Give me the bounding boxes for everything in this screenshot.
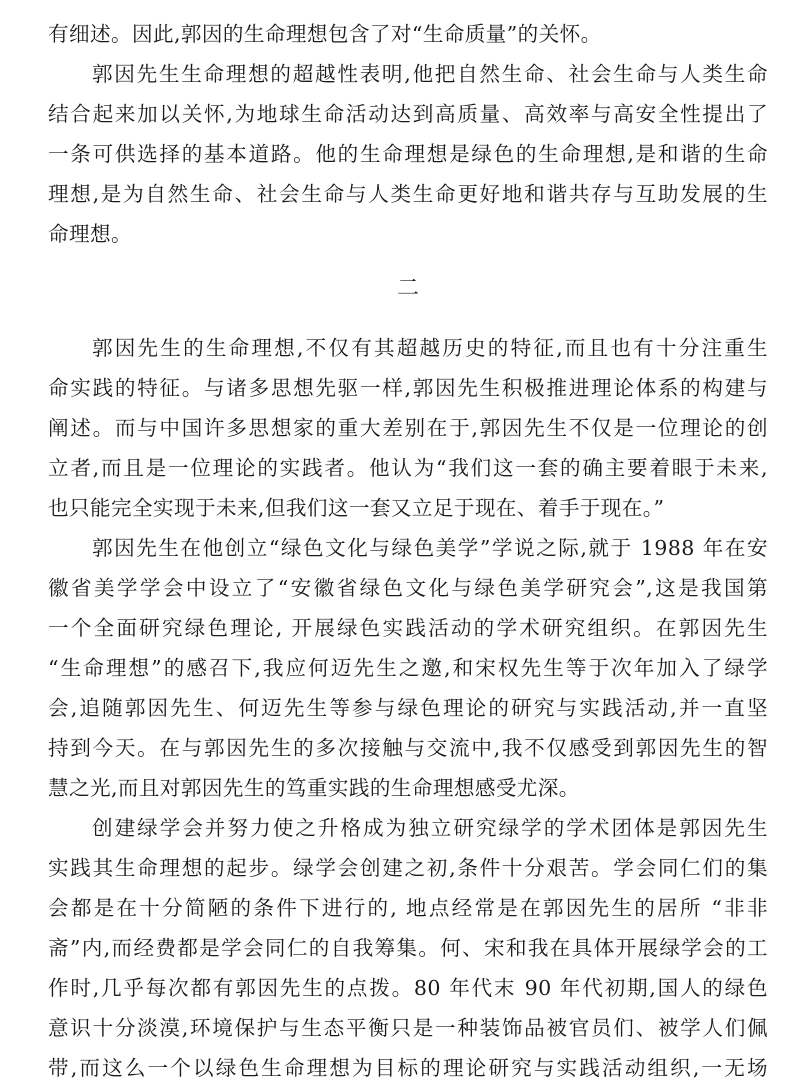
text-line: 一个全面研究绿色理论, 开展绿色实践活动的学术研究组织。在郭因先生 (48, 616, 768, 640)
text-line: 斋”内,而经费都是学会同仁的自我筹集。何、宋和我在具体开展绿学会的工 (48, 936, 768, 960)
text-line: 郭因先生的生命理想,不仅有其超越历史的特征,而且也有十分注重生 (92, 336, 768, 360)
paragraph-3 (48, 328, 768, 528)
text-line: 会都是在十分简陋的条件下进行的, 地点经常是在郭因先生的居所 “非非 (48, 896, 768, 920)
text-line: “生命理想”的感召下,我应何迈先生之邀,和宋权先生等于次年加入了绿学 (48, 656, 768, 680)
paragraph-2 (48, 54, 768, 254)
text-line: 立者,而且是一位理论的实践者。他认为“我们这一套的确主要着眼于未来, (48, 456, 768, 480)
text-line: 理想,是为自然生命、社会生命与人类生命更好地和谐共存与互助发展的生 (48, 182, 768, 206)
text-line: 结合起来加以关怀,为地球生命活动达到高质量、高效率与高安全性提出了 (48, 102, 768, 126)
text-line: 作时,几乎每次都有郭因先生的点拨。80 年代末 90 年代初期,国人的绿色 (48, 976, 768, 1000)
text-line: 徽省美学学会中设立了“安徽省绿色文化与绿色美学研究会”,这是我国第 (48, 576, 768, 600)
text-line: 持到今天。在与郭因先生的多次接触与交流中,我不仅感受到郭因先生的智 (48, 736, 768, 760)
paragraph-4 (48, 528, 768, 808)
text-line: 郭因先生在他创立“绿色文化与绿色美学”学说之际,就于 1988 年在安 (92, 536, 768, 560)
text-line: 慧之光,而且对郭因先生的笃重实践的生命理想感受尤深。 (48, 776, 580, 800)
text-line: 也只能完全实现于未来,但我们这一套又立足于现在、着手于现在。” (48, 496, 665, 520)
text-line: 有细述。因此,郭因的生命理想包含了对“生命质量”的关怀。 (48, 22, 602, 46)
text-line: 命理想。 (48, 222, 132, 246)
text-line: 创建绿学会并努力使之升格成为独立研究绿学的学术团体是郭因先生 (92, 816, 768, 840)
text-line: 阐述。而与中国许多思想家的重大差别在于,郭因先生不仅是一位理论的创 (48, 416, 768, 440)
text-line: 一条可供选择的基本道路。他的生命理想是绿色的生命理想,是和谐的生命 (48, 142, 768, 166)
paragraph-5 (48, 808, 768, 1088)
document-page (48, 14, 768, 1088)
text-line: 带,而这么一个以绿色生命理想为目标的理论研究与实践活动组织,一无场 (48, 1056, 768, 1080)
text-line: 命实践的特征。与诸多思想先驱一样,郭因先生积极推进理论体系的构建与 (48, 376, 768, 400)
section-heading: 二 (396, 276, 419, 301)
text-line: 郭因先生生命理想的超越性表明,他把自然生命、社会生命与人类生命 (92, 62, 768, 86)
text-line: 意识十分淡漠,环境保护与生态平衡只是一种装饰品被官员们、被学人们佩 (48, 1016, 768, 1040)
paragraph-1 (48, 14, 768, 54)
text-line: 会,追随郭因先生、何迈先生等参与绿色理论的研究与实践活动,并一直坚 (48, 696, 768, 720)
text-line: 实践其生命理想的起步。绿学会创建之初,条件十分艰苦。学会同仁们的集 (48, 856, 768, 880)
